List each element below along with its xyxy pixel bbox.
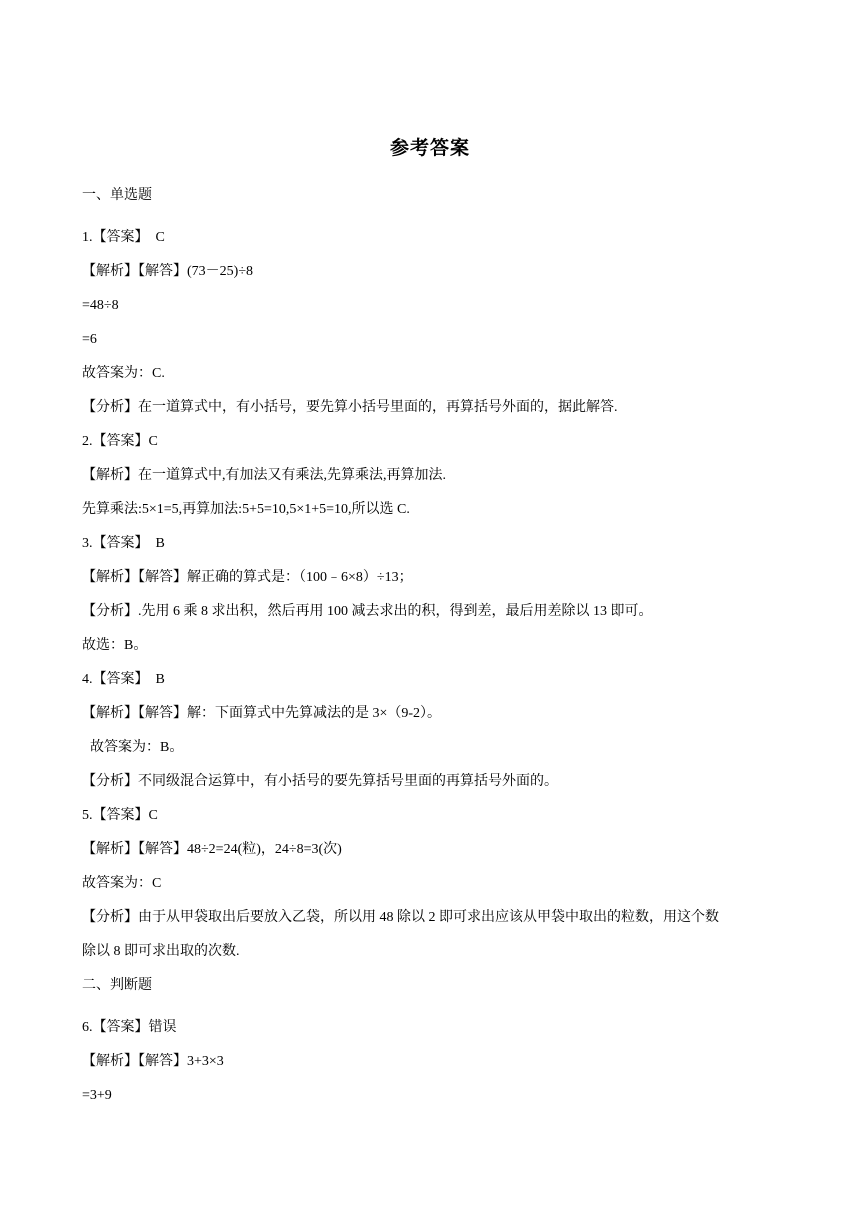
q2-answer: 2.【答案】C — [82, 434, 158, 449]
q3-conclusion: 故选：B。 — [82, 638, 148, 653]
q3-analysis: 【分析】.先用 6 乘 8 求出积，然后再用 100 减去求出的积，得到差，最后用差除以 13 即可。 — [82, 604, 653, 619]
q5-answer: 5.【答案】C — [82, 808, 158, 823]
q1-answer: 1.【答案】 C — [82, 230, 165, 245]
q1-explanation: 【解析】【解答】(73－25)÷8 — [82, 264, 254, 279]
q2-steps: 先算乘法:5×1=5,再算加法:5+5=10,5×1+5=10,所以选 C. — [82, 502, 410, 517]
section-heading-true-false: 二、判断题 — [82, 978, 152, 993]
q5-analysis: 【分析】由于从甲袋取出后要放入乙袋，所以用 48 除以 2 即可求出应该从甲袋中取出的粒数，用这个数 — [82, 910, 719, 925]
q1-step-2: =6 — [82, 332, 97, 347]
q5-conclusion: 故答案为：C — [82, 876, 162, 891]
q5-explanation: 【解析】【解答】48÷2=24(粒)，24÷8=3(次) — [82, 842, 342, 857]
q1-conclusion: 故答案为：C. — [82, 366, 165, 381]
q4-answer: 4.【答案】 B — [82, 672, 165, 687]
q4-analysis: 【分析】不同级混合运算中，有小括号的要先算括号里面的再算括号外面的。 — [82, 774, 558, 789]
q5-analysis-continued: 除以 8 即可求出取的次数. — [82, 944, 240, 959]
q1-analysis: 【分析】在一道算式中，有小括号，要先算小括号里面的，再算括号外面的，据此解答. — [82, 400, 618, 415]
q2-explanation: 【解析】在一道算式中,有加法又有乘法,先算乘法,再算加法. — [82, 468, 446, 483]
q6-explanation: 【解析】【解答】3+3×3 — [82, 1054, 224, 1069]
q6-step-1: =3+9 — [82, 1088, 112, 1103]
q1-step-1: =48÷8 — [82, 298, 119, 313]
q4-explanation: 【解析】【解答】解：下面算式中先算减法的是 3×（9-2）。 — [82, 706, 442, 721]
section-heading-single-choice: 一、单选题 — [82, 188, 152, 203]
q6-answer: 6.【答案】错误 — [82, 1020, 177, 1035]
q3-explanation: 【解析】【解答】解正确的算式是：（100﹣6×8）÷13； — [82, 570, 413, 585]
page-title: 参考答案 — [389, 137, 470, 159]
q3-answer: 3.【答案】 B — [82, 536, 165, 551]
q4-conclusion: 故答案为：B。 — [90, 740, 184, 755]
